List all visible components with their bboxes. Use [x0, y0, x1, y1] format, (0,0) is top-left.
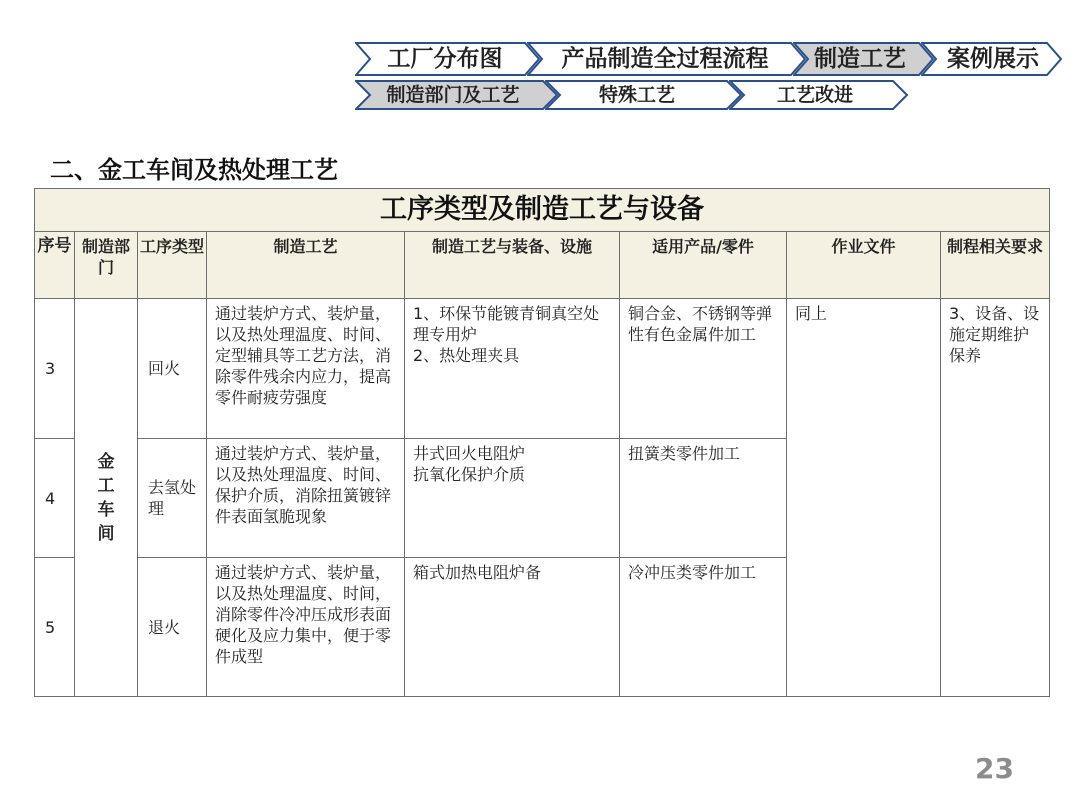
equipment-cell: 1、环保节能镀青铜真空处理专用炉 2、热处理夹具 [405, 299, 620, 439]
header-work-doc: 作业文件 [787, 232, 941, 299]
process-table [34, 188, 1050, 697]
equipment-cell: 箱式加热电阻炉备 [405, 558, 620, 697]
table-title: 工序类型及制造工艺与设备 [35, 189, 1050, 232]
process-type: 去氢处理 [138, 439, 207, 558]
table-header-row [35, 232, 1050, 299]
product-cell: 扭簧类零件加工 [620, 439, 787, 558]
nav-special-process[interactable]: 特殊工艺 [545, 80, 729, 110]
department-label: 金工车间 [97, 451, 115, 544]
nav-case-show[interactable]: 案例展示 [921, 42, 1063, 76]
nav-manufacturing-process[interactable]: 制造工艺 [793, 42, 921, 76]
header-department: 制造部门 [75, 232, 138, 299]
header-type: 工序类型 [138, 232, 207, 299]
row-number: 5 [35, 558, 75, 697]
nav-process-improve[interactable]: 工艺改进 [729, 80, 907, 110]
nav-row-secondary [355, 80, 907, 110]
header-requirement: 制程相关要求 [941, 232, 1050, 299]
equipment-cell: 井式回火电阻炉 抗氧化保护介质 [405, 439, 620, 558]
process-description: 通过装炉方式、装炉量，以及热处理温度、时间、保护介质，消除扭簧镀锌件表面氢脆现象 [207, 439, 405, 558]
nav-dept-process[interactable]: 制造部门及工艺 [355, 80, 545, 110]
header-process: 制造工艺 [207, 232, 405, 299]
process-description: 通过装炉方式、装炉量，以及热处理温度、时间，消除零件冷冲压成形表面硬化及应力集中，便于零件成型 [207, 558, 405, 697]
product-cell: 铜合金、不锈钢等弹性有色金属件加工 [620, 299, 787, 439]
product-cell: 冷冲压类零件加工 [620, 558, 787, 697]
header-product: 适用产品/零件 [620, 232, 787, 299]
header-equipment: 制造工艺与装备、设施 [405, 232, 620, 299]
nav-row-primary [355, 42, 1063, 76]
process-type: 回火 [138, 299, 207, 439]
header-no: 序号 [35, 232, 75, 299]
section-title: 二、金工车间及热处理工艺 [50, 156, 338, 184]
process-type: 退火 [138, 558, 207, 697]
row-number: 3 [35, 299, 75, 439]
row-number: 4 [35, 439, 75, 558]
requirement-cell: 3、设备、设施定期维护保养 [941, 299, 1050, 697]
work-doc-cell: 同上 [787, 299, 941, 697]
department-cell [75, 299, 138, 697]
nav-factory-map[interactable]: 工厂分布图 [355, 42, 527, 76]
table-row [35, 299, 1050, 439]
page-number: 23 [975, 752, 1014, 785]
nav-process-flow[interactable]: 产品制造全过程流程 [527, 42, 793, 76]
process-description: 通过装炉方式、装炉量，以及热处理温度、时间、定型辅具等工艺方法，消除零件残余内应力，提高零件耐疲劳强度 [207, 299, 405, 439]
